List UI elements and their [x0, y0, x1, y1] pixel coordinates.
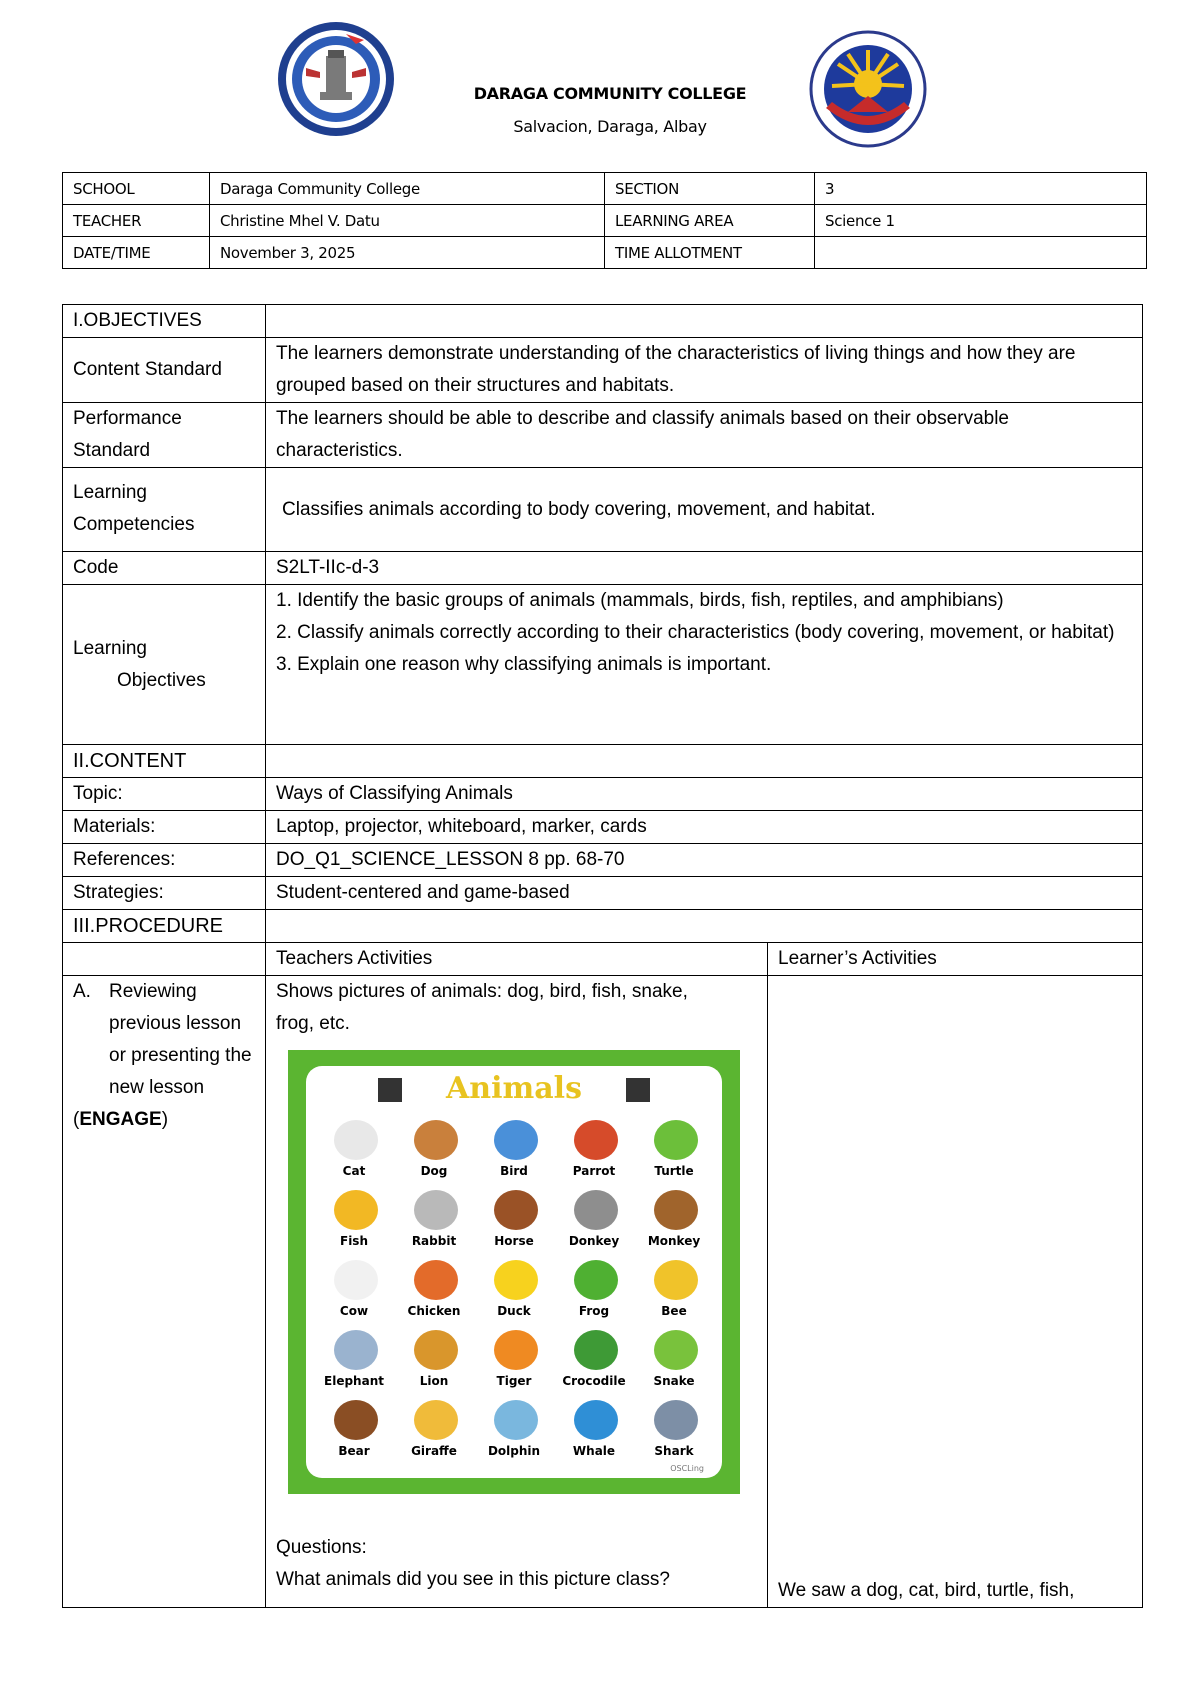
donkey-icon [574, 1190, 618, 1230]
animal-card [474, 1256, 554, 1326]
learner-activity-cell [768, 976, 1143, 1608]
table-row [63, 205, 1147, 237]
table-row [63, 468, 1143, 552]
table-row [63, 877, 1143, 910]
snake-icon [654, 1330, 698, 1370]
ched-seal-icon [808, 30, 928, 148]
section-label: SECTION [605, 173, 815, 205]
poster-title: Animals [446, 1071, 582, 1106]
table-row [63, 338, 1143, 403]
time-allotment-label: TIME ALLOTMENT [605, 237, 815, 269]
table-row [63, 237, 1147, 269]
cat-icon [334, 1120, 378, 1160]
table-row [63, 305, 1143, 338]
learning-area-value: Science 1 [815, 205, 1147, 237]
animal-label: Duck [497, 1304, 531, 1318]
animal-card [554, 1256, 634, 1326]
animal-card [554, 1326, 634, 1396]
performance-standard-label: Performance Standard [63, 403, 266, 468]
animal-label: Bird [500, 1164, 528, 1178]
college-address: Salvacion, Daraga, Albay [513, 117, 707, 136]
animal-card [314, 1116, 394, 1186]
date-time-value: November 3, 2025 [210, 237, 605, 269]
college-name: DARAGA COMMUNITY COLLEGE [473, 84, 747, 103]
turtle-icon [654, 1120, 698, 1160]
time-allotment-value [815, 237, 1147, 269]
animal-card [394, 1326, 474, 1396]
materials-label: Materials: [63, 811, 266, 844]
monkey-icon [654, 1190, 698, 1230]
animal-card [634, 1116, 714, 1186]
questions-label: Questions: [276, 1537, 367, 1558]
objective-2: 2. Classify animals correctly according to their characteristics (body covering, movement, or habitat) [276, 622, 1115, 643]
step-a-label [63, 976, 266, 1608]
duck-icon [494, 1260, 538, 1300]
procedure-heading: III.PROCEDURE [63, 910, 266, 943]
lesson-plan-table [62, 304, 1143, 1608]
table-row [63, 943, 1143, 976]
section-value: 3 [815, 173, 1147, 205]
qr-code-icon [626, 1078, 650, 1102]
topic-value: Ways of Classifying Animals [266, 778, 1143, 811]
dog-icon [414, 1120, 458, 1160]
content-standard-value: The learners demonstrate understanding of the characteristics of living things and how they are grouped based on their structures and habitats. [266, 338, 1143, 403]
shark-icon [654, 1400, 698, 1440]
elephant-icon [334, 1330, 378, 1370]
animal-label: Rabbit [411, 1234, 457, 1248]
code-value: S2LT-IIc-d-3 [266, 552, 1143, 585]
answer-1: We saw a dog, cat, bird, turtle, fish, [778, 1580, 1075, 1601]
animal-card [394, 1396, 474, 1466]
animal-label: Bee [661, 1304, 687, 1318]
teacher-value: Christine Mhel V. Datu [210, 205, 605, 237]
animal-card [634, 1186, 714, 1256]
horse-icon [494, 1190, 538, 1230]
dolphin-icon [494, 1400, 538, 1440]
lion-icon [414, 1330, 458, 1370]
rabbit-icon [414, 1190, 458, 1230]
animal-label: Dolphin [487, 1444, 541, 1458]
animal-card [394, 1116, 474, 1186]
animal-card [314, 1186, 394, 1256]
table-row [63, 778, 1143, 811]
learning-area-label: LEARNING AREA [605, 205, 815, 237]
animal-label: Snake [653, 1374, 695, 1388]
references-value: DO_Q1_SCIENCE_LESSON 8 pp. 68-70 [266, 844, 1143, 877]
animal-card [634, 1256, 714, 1326]
animal-label: Shark [654, 1444, 694, 1458]
topic-label: Topic: [63, 778, 266, 811]
document-header [0, 0, 1200, 160]
bird-icon [494, 1120, 538, 1160]
poster-credit: OSCLing [670, 1464, 704, 1473]
frog-icon [574, 1260, 618, 1300]
animal-label: Dog [420, 1164, 448, 1178]
animal-card [474, 1326, 554, 1396]
animal-label: Cat [342, 1164, 366, 1178]
school-label: SCHOOL [63, 173, 210, 205]
daraga-college-seal-icon [276, 20, 396, 138]
animal-card [554, 1116, 634, 1186]
step-a-engage: (ENGAGE) [73, 1109, 169, 1130]
bear-icon [334, 1400, 378, 1440]
animals-poster [288, 1050, 740, 1494]
learning-competencies-label: Learning Competencies [63, 468, 266, 552]
bee-icon [654, 1260, 698, 1300]
step-a-text: Reviewing previous lesson or presenting the new lesson [109, 981, 252, 1098]
info-table [62, 172, 1147, 269]
animal-label: Chicken [407, 1304, 461, 1318]
table-row [63, 811, 1143, 844]
animal-label: Donkey [568, 1234, 620, 1248]
learning-objectives-label-line1: Learning [73, 637, 147, 659]
question-1: What animals did you see in this picture class? [276, 1569, 670, 1590]
table-row [63, 976, 1143, 1608]
animal-card [474, 1186, 554, 1256]
performance-standard-value: The learners should be able to describe and classify animals based on their observable characteristics. [266, 403, 1143, 468]
objective-1: 1. Identify the basic groups of animals (mammals, birds, fish, reptiles, and amphibians) [276, 590, 1004, 611]
objective-3: 3. Explain one reason why classifying animals is important. [276, 654, 772, 675]
table-row [63, 844, 1143, 877]
animal-card [474, 1396, 554, 1466]
animal-card [314, 1326, 394, 1396]
animal-card [554, 1186, 634, 1256]
teacher-label: TEACHER [63, 205, 210, 237]
cow-icon [334, 1260, 378, 1300]
objectives-heading: I.OBJECTIVES [63, 305, 266, 338]
strategies-value: Student-centered and game-based [266, 877, 1143, 910]
animal-card [394, 1186, 474, 1256]
table-row [63, 403, 1143, 468]
step-a-marker: A. [73, 981, 91, 1002]
learning-objectives-label-line2: Objectives [117, 669, 206, 691]
animal-label: Parrot [572, 1164, 616, 1178]
date-time-label: DATE/TIME [63, 237, 210, 269]
animal-card [314, 1396, 394, 1466]
animal-label: Whale [572, 1444, 616, 1458]
animal-card [474, 1116, 554, 1186]
animal-card [634, 1326, 714, 1396]
animal-grid [314, 1116, 714, 1466]
learning-objectives-label [63, 585, 266, 745]
animal-label: Tiger [496, 1374, 532, 1388]
animal-label: Elephant [324, 1374, 384, 1388]
parrot-icon [574, 1120, 618, 1160]
table-row [63, 173, 1147, 205]
table-row [63, 552, 1143, 585]
chicken-icon [414, 1260, 458, 1300]
teacher-activity-cell [266, 976, 768, 1608]
materials-value: Laptop, projector, whiteboard, marker, cards [266, 811, 1143, 844]
teacher-activity-text: Shows pictures of animals: dog, bird, fish, snake, frog, etc. [276, 981, 688, 1034]
engage-label: ENGAGE [79, 1109, 162, 1130]
content-heading: II.CONTENT [63, 745, 266, 778]
school-value: Daraga Community College [210, 173, 605, 205]
learning-competencies-value: Classifies animals according to body covering, movement, and habitat. [266, 468, 1143, 552]
animal-label: Fish [340, 1234, 368, 1248]
giraffe-icon [414, 1400, 458, 1440]
animal-label: Frog [578, 1304, 610, 1318]
animal-label: Lion [419, 1374, 449, 1388]
teachers-activities-header: Teachers Activities [266, 943, 768, 976]
table-row [63, 745, 1143, 778]
animal-label: Crocodile [562, 1374, 626, 1388]
code-label: Code [63, 552, 266, 585]
animal-label: Turtle [654, 1164, 694, 1178]
animal-card [394, 1256, 474, 1326]
animal-label: Horse [494, 1234, 534, 1248]
table-row [63, 585, 1143, 745]
fish-icon [334, 1190, 378, 1230]
animal-card [554, 1396, 634, 1466]
learners-activities-header: Learner’s Activities [768, 943, 1143, 976]
animal-label: Cow [339, 1304, 369, 1318]
references-label: References: [63, 844, 266, 877]
animal-label: Bear [338, 1444, 370, 1458]
tiger-icon [494, 1330, 538, 1370]
strategies-label: Strategies: [63, 877, 266, 910]
crocodile-icon [574, 1330, 618, 1370]
animal-label: Giraffe [411, 1444, 457, 1458]
table-row [63, 910, 1143, 943]
animal-card [314, 1256, 394, 1326]
animal-label: Monkey [647, 1234, 701, 1248]
whale-icon [574, 1400, 618, 1440]
content-standard-label: Content Standard [63, 338, 266, 403]
learning-objectives-list [266, 585, 1143, 745]
animal-card [634, 1396, 714, 1466]
